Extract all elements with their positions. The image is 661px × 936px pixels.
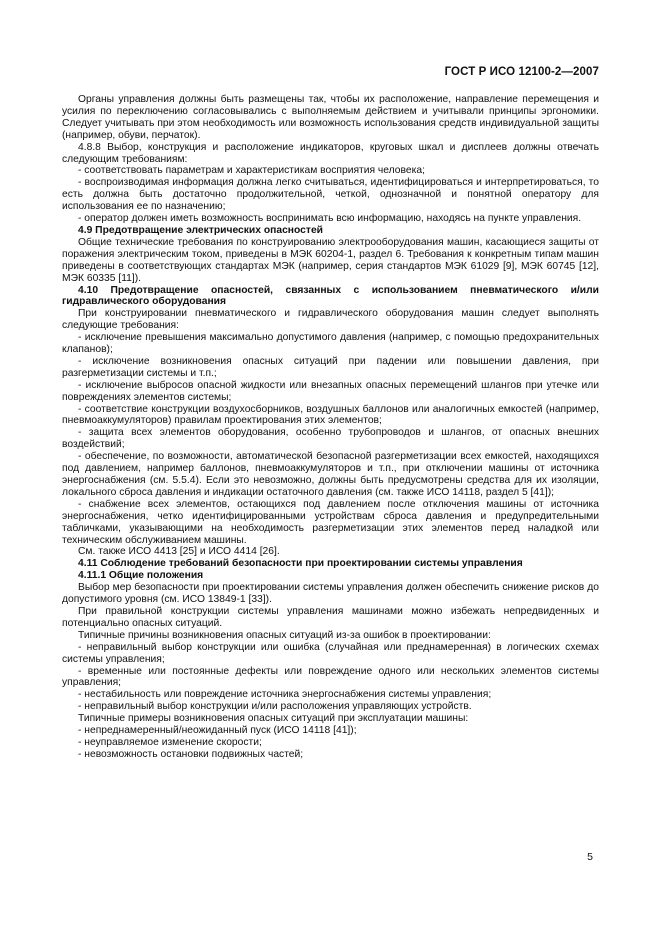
section-heading: 4.9 Предотвращение электрических опасностей bbox=[78, 224, 324, 236]
list-item: - неправильный выбор конструкции или ошибка (случайная или преднамеренная) в логических схемах системы управления; bbox=[62, 641, 599, 665]
paragraph: При конструировании пневматического и гидравлического оборудования машин следует выполнять следующие требования: bbox=[62, 308, 599, 332]
section-heading: 4.11 Соблюдение требований безопасности при проектировании системы управления bbox=[78, 558, 523, 570]
paragraph: Выбор мер безопасности при проектировании системы управления должен обеспечить снижение рисков до допустимого уровня (см. ИСО 13849-1 [33]). bbox=[62, 582, 599, 606]
page-number: 5 bbox=[587, 851, 593, 863]
list-item: - исключение превышения максимально допустимого давления (например, с помощью предохранительных клапанов); bbox=[62, 332, 599, 356]
list-item: - неуправляемое изменение скорости; bbox=[78, 736, 262, 748]
paragraph: Органы управления должны быть размещены так, чтобы их расположение, направление перемещения и усилия по переключению согласовывались с выполняемым действием и учитывали принципы эргономики. Следует учитывать при этом необходимость или возможность использования средств индивидуальной защиты (например, обуви, перчаток). bbox=[62, 94, 599, 141]
list-item: - нестабильность или повреждение источника энергоснабжения системы управления; bbox=[78, 689, 492, 701]
list-item: - невозможность остановки подвижных частей; bbox=[78, 748, 304, 760]
document-header: ГОСТ Р ИСО 12100-2—2007 bbox=[444, 66, 599, 78]
list-item: - неправильный выбор конструкции и/или расположения управляющих устройств. bbox=[78, 701, 472, 713]
list-item: - соответствовать параметрам и характеристикам восприятия человека; bbox=[78, 165, 425, 177]
list-item: - обеспечение, по возможности, автоматической безопасной разгерметизации всех емкостей, находящихся под давлением, например баллонов, пневмоаккумуляторов и т.п., при отключении машины от источника энергоснабжения (см. 5.5.4). Если это невозможно, должны быть предусмотрены средства для их изоляции, локального сброса давления и индикации остаточного давления (см. также ИСО 14118, раздел 5 [41]); bbox=[62, 451, 599, 498]
list-item: - снабжение всех элементов, остающихся под давлением после отключения машины от источника энергоснабжения, четко идентифицированными устройствам сброса давления и предупредительными табличками, указывающими на необходимость разгерметизации этих элементов перед наладкой или техническим обслуживанием машины. bbox=[62, 498, 599, 546]
list-item: - временные или постоянные дефекты или повреждение одного или нескольких элементов системы управления; bbox=[62, 665, 599, 689]
paragraph: Типичные примеры возникновения опасных ситуаций при эксплуатации машины: bbox=[78, 713, 469, 725]
paragraph: При правильной конструкции системы управления машинами можно избежать непредвиденных и потенциально опасных ситуаций. bbox=[62, 605, 599, 629]
section-heading: 4.10 Предотвращение опасностей, связанных с использованием пневматического и/или гидравлического оборудования bbox=[62, 284, 599, 308]
paragraph: См. также ИСО 4413 [25] и ИСО 4414 [26]. bbox=[78, 546, 280, 558]
paragraph: 4.8.8 Выбор, конструкция и расположение индикаторов, круговых шкал и дисплеев должны отвечать следующим требованиям: bbox=[62, 141, 599, 165]
list-item: - исключение возникновения опасных ситуаций при падении или повышении давления, при разгерметизации системы и т.п.; bbox=[62, 355, 599, 379]
paragraph: Типичные причины возникновения опасных ситуаций из-за ошибок в проектировании: bbox=[78, 629, 491, 641]
document-body bbox=[62, 94, 599, 761]
paragraph: Общие технические требования по конструированию электрооборудования машин, касающиеся защиты от поражения электрическим током, приведены в МЭК 60204-1, раздел 6. Требования к конкретным типам машин приведены в соответствующих стандартах МЭК (например, серия стандартов МЭК 61029 [9], МЭК 60745 [12], МЭК 60335 [11]). bbox=[62, 236, 599, 284]
list-item: - воспроизводимая информация должна легко считываться, идентифицироваться и интерпретироваться, то есть должна быть достаточно продолжительной, четкой, однозначной и понятной оператору для использования ее по назначению; bbox=[62, 177, 599, 213]
list-item: - исключение выбросов опасной жидкости или внезапных опасных перемещений шлангов при утечке или повреждениях элементов системы; bbox=[62, 379, 599, 403]
list-item: - непреднамеренный/неожиданный пуск (ИСО 14118 [41]); bbox=[78, 725, 357, 737]
list-item: - оператор должен иметь возможность воспринимать всю информацию, находясь на пункте управления. bbox=[78, 213, 582, 225]
list-item: - защита всех элементов оборудования, особенно трубопроводов и шлангов, от опасных внешних воздействий; bbox=[62, 427, 599, 451]
subsection-heading: 4.11.1 Общие положения bbox=[78, 570, 204, 582]
list-item: - соответствие конструкции воздухосборников, воздушных баллонов или аналогичных емкостей (например, пневмоаккумуляторов) правилам проектирования этих элементов; bbox=[62, 403, 599, 427]
